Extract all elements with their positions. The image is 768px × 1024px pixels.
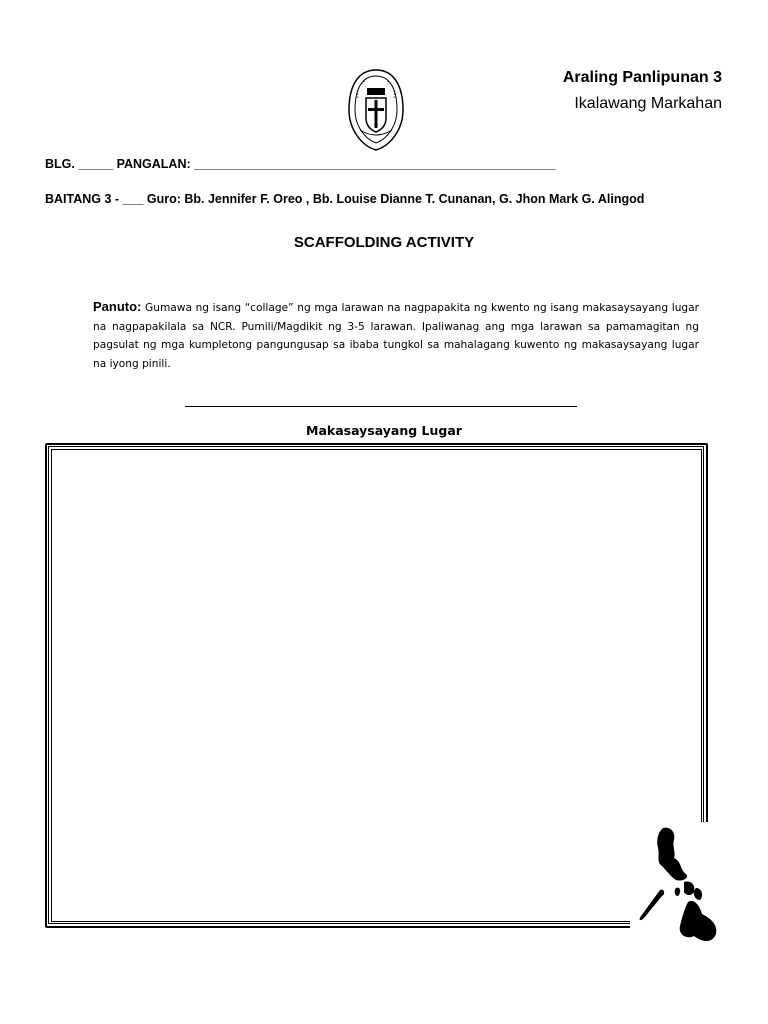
quarter-label: Ikalawang Markahan: [574, 95, 722, 112]
grade-teacher-line: BAITANG 3 - ___ Guro: Bb. Jennifer F. Oreo , Bb. Louise Dianne T. Cunanan, G. Jhon Mark G. Alingod: [45, 192, 645, 206]
school-seal-logo: [346, 68, 406, 152]
activity-title: SCAFFOLDING ACTIVITY: [293, 234, 475, 251]
instructions-block: [93, 298, 699, 373]
place-answer-line[interactable]: [185, 406, 577, 407]
student-name-line: BLG. _____ PANGALAN: ____________________________________________________: [45, 157, 556, 171]
subject-title: Araling Panlipunan 3: [562, 69, 722, 86]
place-label: Makasaysayang Lugar: [306, 423, 462, 438]
instructions-text: Gumawa ng isang “collage” ng mga larawan na nagpapakita ng kwento ng isang makasaysayang lugar na nagpapakilala sa NCR. Pumili/Magdikit ng 3-5 larawan. Ipaliwanag ang mga larawan sa pamamagitan ng pagsulat ng mga kumpletong pangungusap sa ibaba tungkol sa mahalagang kuwento ng makasaysayang lugar na iyong pinili.: [93, 302, 699, 370]
instructions-label: Panuto:: [93, 299, 142, 314]
collage-area[interactable]: [51, 449, 702, 922]
philippines-map-icon: [630, 822, 723, 950]
